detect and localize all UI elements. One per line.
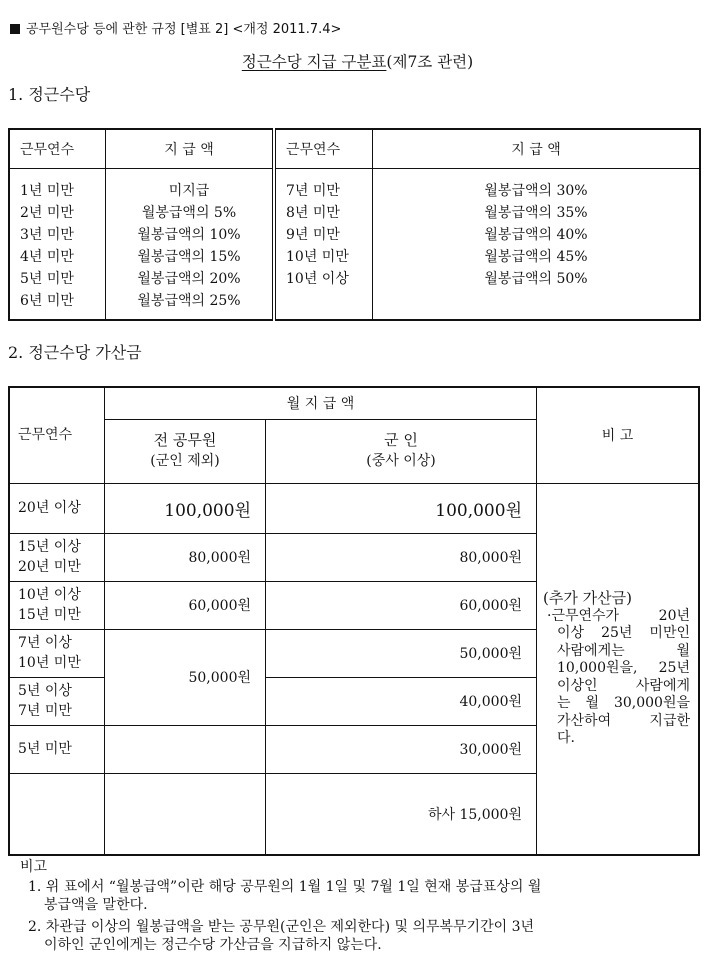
years-cell-empty	[9, 773, 105, 855]
amount-cell: 월봉급액의 45%	[484, 249, 588, 265]
section2-heading: 2. 정근수당 가산금	[8, 343, 142, 362]
military-amount-cell: 80,000원	[266, 533, 537, 581]
header-amount-right: 지 급 액	[373, 129, 701, 169]
amount-cell: 월봉급액의 35%	[484, 205, 588, 221]
remark-line: 가산하여 지급한	[557, 712, 690, 729]
document-title-main: 정근수당 지급 구분표	[241, 53, 387, 71]
remark-line: 는 월 30,000원을	[557, 695, 690, 711]
amount-cell: 월봉급액의 30%	[484, 183, 588, 199]
table-row	[9, 289, 700, 320]
military-amount-cell: 50,000원	[266, 629, 537, 677]
amount-cell: 월봉급액의 5%	[141, 205, 237, 221]
table-row	[9, 245, 700, 267]
years-cell: 8년 미만	[274, 201, 373, 223]
years-cell: 10년 이상	[274, 267, 373, 289]
amount-cell: 월봉급액의 10%	[137, 227, 241, 243]
amount-cell-empty	[373, 289, 701, 320]
note-item-1-line1: 1. 위 표에서 “월봉급액”이란 해당 공무원의 1월 1일 및 7월 1일 현재 봉급표상의 월	[28, 879, 542, 895]
header-all-officials-line2: (군인 제외)	[150, 453, 220, 469]
years-line2: 15년 미만	[18, 607, 81, 623]
years-cell: 5년 미만	[9, 267, 106, 289]
all-amount-cell-empty	[105, 773, 266, 855]
additional-allowance-table	[8, 386, 700, 856]
header-remark: 비 고	[537, 387, 700, 483]
military-amount-cell: 100,000원	[266, 483, 537, 533]
amount-cell: 미지급	[168, 183, 210, 199]
amount-cell: 월봉급액의 20%	[137, 271, 241, 287]
remark-title: (추가 가산금)	[543, 589, 632, 607]
remark-line: 이상 25년 미만인	[557, 625, 690, 641]
table-header-row	[9, 387, 699, 419]
header-years-left: 근무연수	[9, 129, 106, 169]
amount-cell: 월봉급액의 40%	[484, 227, 588, 243]
header-military-line2: (중사 이상)	[366, 453, 436, 469]
table-row	[9, 483, 699, 533]
amount-cell: 월봉급액의 50%	[484, 271, 588, 287]
years-cell: 7년 미만	[274, 169, 373, 202]
header-years-right: 근무연수	[274, 129, 373, 169]
remark-line: 다.	[557, 730, 575, 746]
years-cell	[9, 533, 105, 581]
years-cell: 1년 미만	[9, 169, 106, 202]
years-cell	[9, 677, 105, 725]
years-cell: 20년 이상	[9, 483, 105, 533]
table-row	[9, 169, 700, 202]
years-cell-empty	[274, 289, 373, 320]
years-line1: 15년 이상	[18, 539, 81, 555]
years-cell: 4년 미만	[9, 245, 106, 267]
header-military	[266, 419, 537, 483]
remark-line: 10,000원을, 25년	[557, 660, 690, 676]
header-all-officials-line1: 전 공무원	[153, 431, 217, 449]
header-all-officials	[105, 419, 266, 483]
years-line2: 20년 미만	[18, 559, 81, 575]
years-cell: 9년 미만	[274, 223, 373, 245]
amount-cell: 월봉급액의 25%	[137, 293, 241, 309]
header-years: 근무연수	[9, 387, 105, 483]
header-amount-left: 지 급 액	[106, 129, 275, 169]
header-monthly-amount: 월 지 급 액	[105, 387, 537, 419]
all-amount-cell: 60,000원	[105, 581, 266, 629]
years-cell: 5년 미만	[9, 725, 105, 773]
amount-cell: 월봉급액의 15%	[137, 249, 241, 265]
years-cell: 2년 미만	[9, 201, 106, 223]
all-amount-cell: 100,000원	[105, 483, 266, 533]
remark-cell	[537, 483, 700, 855]
military-amount-cell: 60,000원	[266, 581, 537, 629]
document-title-suffix: (제7조 관련)	[386, 53, 474, 71]
years-line2: 10년 미만	[18, 655, 81, 671]
regulation-header	[10, 18, 341, 37]
all-amount-cell: 50,000원	[105, 629, 266, 725]
table-row	[9, 223, 700, 245]
military-amount-cell: 하사 15,000원	[266, 773, 537, 855]
table-header-row	[9, 129, 700, 169]
years-cell: 6년 미만	[9, 289, 106, 320]
years-line2: 7년 미만	[18, 703, 72, 719]
remark-line: ·근무연수가 20년	[547, 607, 690, 624]
years-line1: 7년 이상	[18, 635, 72, 651]
all-amount-cell-empty	[105, 725, 266, 773]
header-military-line1: 군 인	[384, 431, 418, 449]
years-cell: 3년 미만	[9, 223, 106, 245]
regulation-header-text: 공무원수당 등에 관한 규정 [별표 2] <개정 2011.7.4>	[26, 22, 342, 37]
years-line1: 10년 이상	[18, 587, 81, 603]
document-title	[0, 50, 715, 72]
black-square-icon	[10, 24, 20, 34]
allowance-table	[8, 128, 701, 321]
table-row	[9, 201, 700, 223]
note-item-1-line2: 봉급액을 말한다.	[44, 897, 148, 913]
all-amount-cell: 80,000원	[105, 533, 266, 581]
table-row	[9, 267, 700, 289]
years-cell: 10년 미만	[274, 245, 373, 267]
military-amount-cell: 30,000원	[266, 725, 537, 773]
remark-line: 이상인 사람에게	[557, 677, 690, 694]
years-cell	[9, 629, 105, 677]
notes-title: 비고	[20, 859, 48, 875]
years-line1: 5년 이상	[18, 683, 72, 699]
years-cell	[9, 581, 105, 629]
section1-heading: 1. 정근수당	[8, 85, 91, 104]
military-amount-cell: 40,000원	[266, 677, 537, 725]
remark-line: 사람에게는 월	[557, 642, 690, 659]
note-item-2-line2: 이하인 군인에게는 정근수당 가산금을 지급하지 않는다.	[44, 937, 382, 953]
note-item-2-line1: 2. 차관급 이상의 월봉급액을 받는 공무원(군인은 제외한다) 및 의무복무기간이 3년	[28, 919, 535, 935]
